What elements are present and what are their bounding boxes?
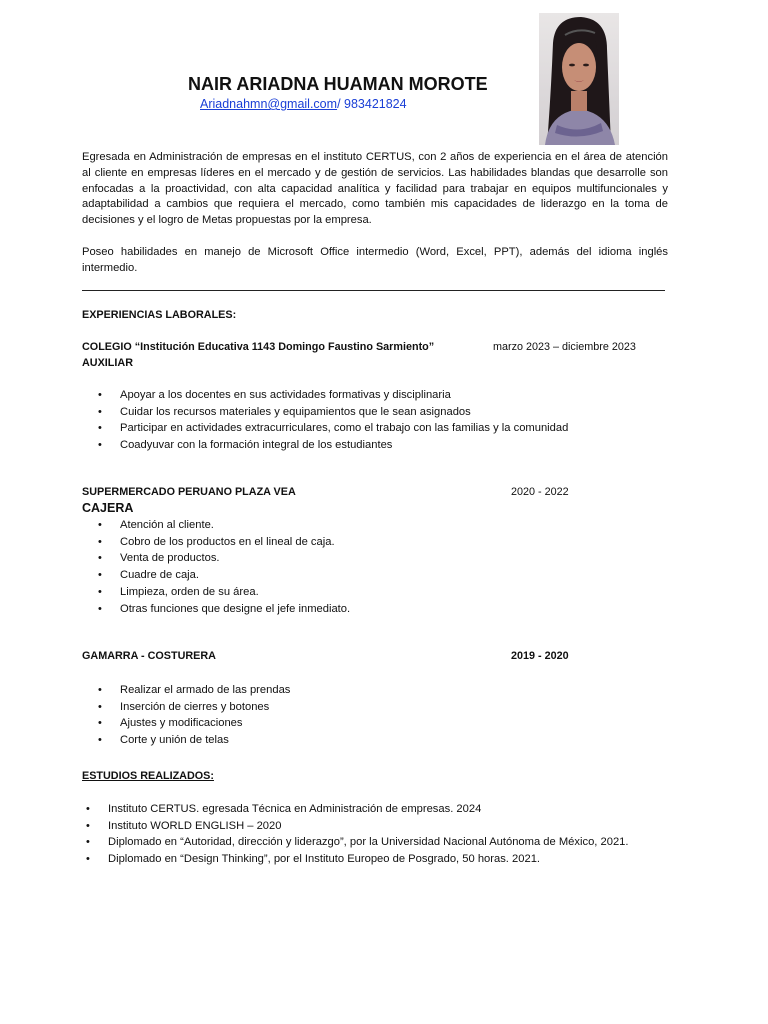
task-text: Inserción de cierres y botones — [120, 700, 270, 713]
list-item — [98, 437, 568, 454]
bullet-icon: • — [98, 422, 102, 435]
list-item — [98, 567, 350, 584]
job-company: SUPERMERCADO PERUANO PLAZA VEA — [82, 486, 296, 498]
list-item — [86, 851, 629, 868]
list-item — [98, 584, 350, 601]
education-text: Diplomado en “Design Thinking”, por el Instituto Europeo de Posgrado, 50 horas. 2021. — [108, 853, 541, 866]
task-text: Cuadre de caja. — [120, 569, 199, 582]
task-text: Corte y unión de telas — [120, 734, 229, 747]
task-text: Apoyar a los docentes en sus actividades formativas y disciplinaria — [120, 389, 451, 401]
job-task-list — [98, 682, 291, 749]
job-dates: 2019 - 2020 — [511, 650, 569, 662]
task-text: Realizar el armado de las prendas — [120, 684, 291, 696]
job-role: AUXILIAR — [82, 357, 133, 369]
education-heading: ESTUDIOS REALIZADOS: — [82, 770, 214, 782]
education-list — [86, 801, 629, 868]
list-item — [98, 420, 569, 437]
bullet-icon: • — [86, 853, 90, 866]
bullet-icon: • — [98, 734, 102, 747]
job-dates: 2020 - 2022 — [511, 486, 569, 498]
list-item — [98, 404, 568, 421]
bullet-icon: • — [98, 700, 102, 713]
list-item — [98, 601, 351, 618]
task-text: Ajustes y modificaciones — [120, 717, 243, 730]
profile-photo — [539, 13, 619, 145]
list-item — [98, 534, 350, 551]
task-text: Cobro de los productos en el lineal de caja. — [120, 535, 335, 548]
bullet-icon: • — [98, 439, 102, 452]
education-text: Diplomado en “Autoridad, dirección y liderazgo”, por la Universidad Nacional Autónoma de México, 2021. — [108, 836, 629, 849]
job-company: COLEGIO “Institución Educativa 1143 Domingo Faustino Sarmiento” — [82, 341, 435, 353]
experience-heading: EXPERIENCIAS LABORALES: — [82, 309, 237, 321]
task-text: Venta de productos. — [120, 552, 220, 565]
list-item — [98, 550, 350, 567]
job-company: GAMARRA - COSTURERA — [82, 650, 216, 662]
bullet-icon: • — [86, 803, 90, 815]
education-text: Instituto WORLD ENGLISH – 2020 — [108, 819, 282, 832]
list-item — [86, 834, 629, 851]
bullet-icon: • — [98, 717, 102, 730]
list-item — [98, 715, 290, 732]
list-item — [86, 818, 629, 835]
contact-line — [200, 97, 407, 111]
job-task-list — [98, 387, 569, 454]
bullet-icon: • — [98, 684, 102, 696]
task-text: Participar en actividades extracurriculares, como el trabajo con las familias y la comunidad — [120, 422, 569, 435]
list-item — [98, 699, 290, 716]
bullet-icon: • — [98, 585, 102, 598]
bullet-icon: • — [98, 405, 102, 418]
list-item — [98, 732, 290, 749]
task-text: Limpieza, orden de su área. — [120, 585, 259, 598]
bullet-icon: • — [98, 569, 102, 582]
phone-number: 983421824 — [340, 97, 407, 111]
bullet-icon: • — [98, 519, 102, 531]
bullet-icon: • — [98, 535, 102, 548]
task-text: Coadyuvar con la formación integral de los estudiantes — [120, 439, 393, 452]
list-item — [98, 682, 291, 699]
bullet-icon: • — [98, 602, 102, 615]
bullet-icon: • — [98, 552, 102, 565]
candidate-name: NAIR ARIADNA HUAMAN MOROTE — [188, 74, 488, 94]
job-task-list — [98, 517, 351, 617]
list-item — [98, 387, 568, 404]
contact-separator: / — [337, 97, 341, 111]
job-dates: marzo 2023 – diciembre 2023 — [493, 341, 636, 353]
email-link[interactable]: Ariadnahmn@gmail.com — [200, 97, 338, 111]
education-text: Instituto CERTUS. egresada Técnica en Administración de empresas. 2024 — [108, 803, 482, 815]
bullet-icon: • — [86, 836, 90, 849]
summary-paragraph: Egresada en Administración de empresas en el instituto CERTUS, con 2 años de experiencia en el área de atención al cliente en empresas líderes en el mercado y de gestión de servicios. Las habilidades blandas que desarrolle son enfocadas a la proactividad, con alta capacidad analítica y facilidad para trabajar en equipos multifuncionales y adaptabilidad a cambios que requiera el mercado, como también mis capacidades de liderazgo en la toma de decisiones y el logro de Metas propuestas por la empresa. — [82, 151, 668, 227]
bullet-icon: • — [98, 389, 102, 401]
list-item — [86, 801, 629, 818]
task-text: Cuidar los recursos materiales y equipamientos que le sean asignados — [120, 405, 471, 418]
skills-paragraph: Poseo habilidades en manejo de Microsoft Office intermedio (Word, Excel, PPT), además del idioma inglés intermedio. — [82, 246, 668, 274]
task-text: Atención al cliente. — [120, 519, 214, 531]
bullet-icon: • — [86, 819, 90, 832]
list-item — [98, 517, 350, 534]
task-text: Otras funciones que designe el jefe inmediato. — [120, 602, 351, 615]
section-divider — [82, 290, 665, 291]
job-role: CAJERA — [82, 501, 134, 515]
